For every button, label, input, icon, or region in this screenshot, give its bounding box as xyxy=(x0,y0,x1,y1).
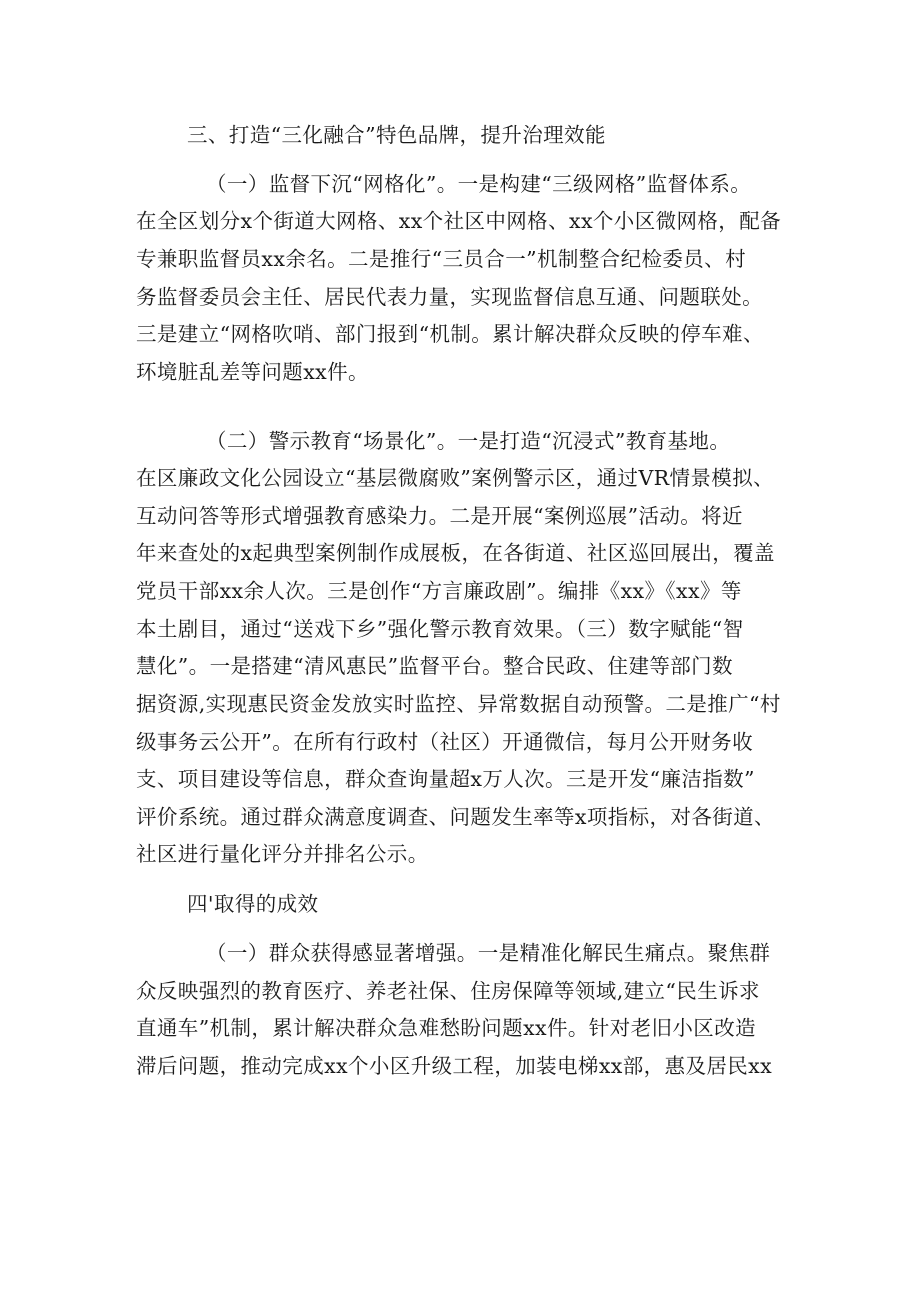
paragraph-line: 众反映强烈的教育医疗、养老社保、住房保障等领域,建立“民生诉求 xyxy=(136,979,760,1003)
paragraph-line: 滞后问题，推动完成xx个小区升级工程，加装电梯xx部，惠及居民xx xyxy=(136,1054,773,1078)
paragraph-line: 社区进行量化评分并排名公示。 xyxy=(136,842,429,866)
paragraph-line: 慧化”。一是搭建“清风惠民”监督平台。整合民政、住建等部门数 xyxy=(136,654,733,678)
section-four-heading: 四'取得的成效 xyxy=(187,892,319,916)
paragraph-line: 级事务云公开”。在所有行政村（社区）开通微信，每月公开财务收 xyxy=(136,730,753,754)
paragraph-line: 三是建立“网格吹哨、部门报到“机制。累计解决群众反映的停车难、 xyxy=(136,322,764,346)
paragraph-line: 本土剧目，通过“送戏下乡”强化警示教育效果。（三）数字赋能“智 xyxy=(136,617,744,641)
paragraph-line: 专兼职监督员xx余名。二是推行“三员合一”机制整合纪检委员、村 xyxy=(136,247,746,271)
paragraph-line: 年来查处的x起典型案例制作成展板，在各街道、社区巡回展出，覆盖 xyxy=(136,541,775,565)
paragraph-line: 在全区划分x个街道大网格、xx个社区中网格、xx个小区微网格，配备 xyxy=(136,209,782,233)
paragraph-line: 评价系统。通过群众满意度调查、问题发生率等x项指标，对各街道、 xyxy=(136,805,775,829)
paragraph-line: （一）群众获得感显著增强。一是精准化解民生痛点。聚焦群 xyxy=(206,941,771,965)
paragraph-line: 互动问答等形式增强教育感染力。二是开展“案例巡展”活动。将近 xyxy=(136,504,743,528)
paragraph-line: 党员干部xx余人次。三是创作“方言廉政剧”。编排《xx》《xx》等 xyxy=(136,579,742,603)
paragraph-line: （一）监督下沉“网格化”。一是构建“三级网格”监督体系。 xyxy=(206,172,752,196)
paragraph-line: 直通车”机制，累计解决群众急难愁盼问题xx件。针对老旧小区改造 xyxy=(136,1016,757,1040)
paragraph-line: （二）警示教育“场景化”。一是打造“沉浸式”教育基地。 xyxy=(206,429,731,453)
section-three-heading: 三、打造“三化融合”特色品牌，提升治理效能 xyxy=(187,123,606,147)
paragraph-line: 环境脏乱差等问题xx件。 xyxy=(136,360,369,384)
paragraph-line: 支、项目建设等信息，群众查询量超x万人次。三是开发“廉洁指数” xyxy=(136,767,755,791)
paragraph-line: 据资源,实现惠民资金发放实时监控、异常数据自动预警。二是推广“村 xyxy=(136,692,781,716)
paragraph-line: 在区廉政文化公园设立“基层微腐败”案例警示区，通过VR情景模拟、 xyxy=(136,466,774,490)
paragraph-line: 务监督委员会主任、居民代表力量，实现监督信息互通、问题联处。 xyxy=(136,285,763,309)
